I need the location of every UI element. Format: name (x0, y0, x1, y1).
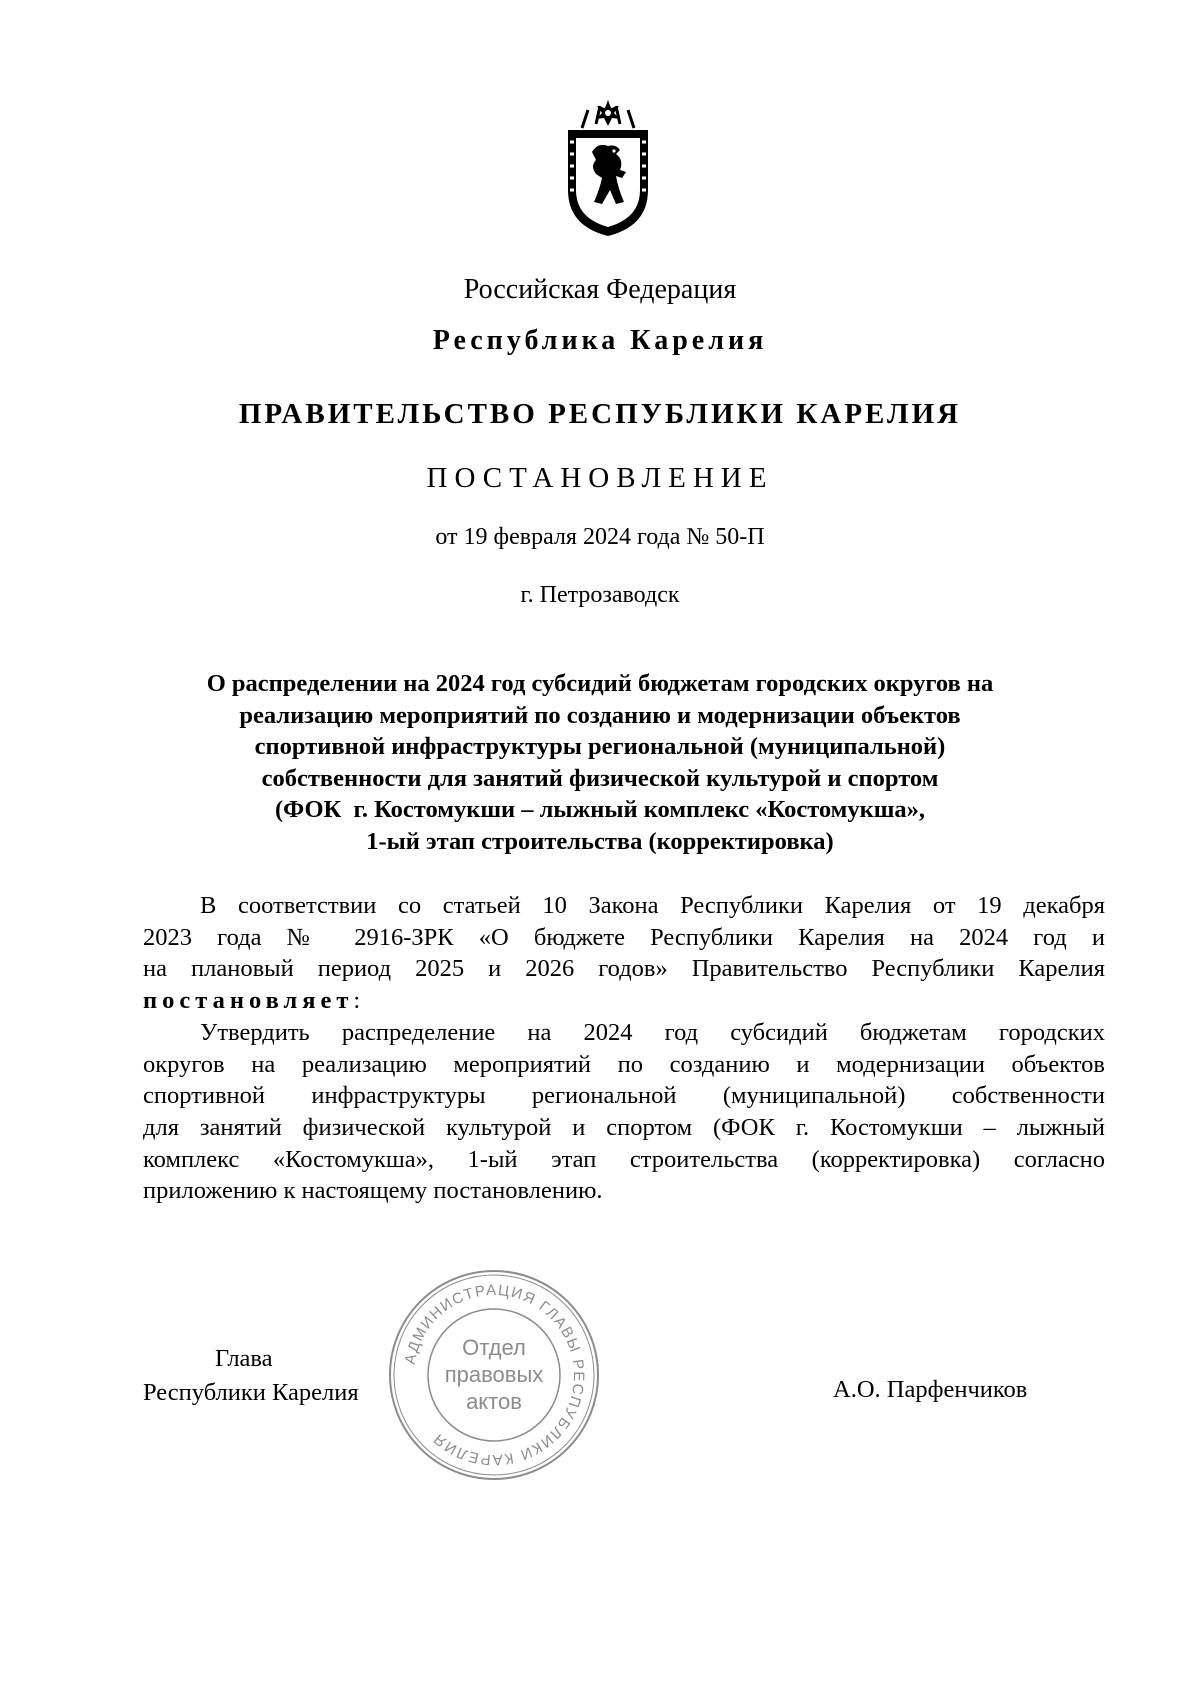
government-name: ПРАВИТЕЛЬСТВО РЕСПУБЛИКИ КАРЕЛИЯ (238, 398, 962, 430)
document-type: ПОСТАНОВЛЕНИЕ (426, 462, 774, 494)
body-line: для занятий физической культурой и спортом (ФОК г. Костомукши – лыжный (143, 1113, 1105, 1141)
republic-name: Республика Карелия (432, 325, 768, 356)
karelia-coat-of-arms-icon (562, 98, 654, 238)
decree-line (143, 985, 1105, 1017)
signatory-position (143, 1342, 359, 1410)
signatory-name: А.О. Парфенчиков (833, 1376, 1028, 1403)
stamp-center-line: правовых (444, 1362, 544, 1387)
document-date-number: от 19 февраля 2024 года № 50-П (435, 524, 765, 550)
stamp-center-line: актов (466, 1389, 522, 1414)
body-line: спортивной инфраструктуры региональной (муниципальной) собственности (143, 1082, 1105, 1110)
body-line: 2023 года № 2916-ЗРК «О бюджете Республики Карелия на 2024 год и (143, 923, 1105, 951)
title-line: 1-ый этап строительства (корректировка) (366, 827, 834, 855)
title-line: (ФОК г. Костомукши – лыжный комплекс «Костомукша», (274, 796, 926, 824)
stamp-ring-text: АДМИНИСТРАЦИЯ ГЛАВЫ РЕСПУБЛИКИ КАРЕЛИЯ (401, 1281, 588, 1469)
country-name: Российская Федерация (463, 274, 737, 305)
title-line: спортивной инфраструктуры региональной (муниципальной) (254, 733, 946, 761)
body-line: Утвердить распределение на 2024 год субсидий бюджетам городских (200, 1018, 1105, 1046)
stamp-center-line: Отдел (462, 1335, 526, 1360)
body-line: округов на реализацию мероприятий по созданию и модернизации объектов (143, 1050, 1105, 1078)
body-line: комплекс «Костомукша», 1-ый этап строительства (корректировка) согласно (143, 1145, 1105, 1173)
position-line: Глава (215, 1345, 273, 1372)
decree-word: постановляет (143, 987, 354, 1015)
title-line: О распределении на 2024 год субсидий бюджетам городских округов на (206, 670, 994, 697)
title-line: собственности для занятий физической культурой и спортом (261, 764, 939, 792)
body-line: В соответствии со статьей 10 Закона Республики Карелия от 19 декабря (200, 892, 1105, 919)
document-title (150, 668, 1050, 858)
document-city: г. Петрозаводск (520, 582, 680, 608)
position-line: Республики Карелия (143, 1379, 359, 1406)
official-stamp (384, 1265, 604, 1485)
body-line: приложению к настоящему постановлению. (143, 1177, 603, 1205)
title-line: реализацию мероприятий по созданию и модернизации объектов (239, 701, 961, 729)
decree-colon: : (353, 987, 361, 1015)
document-body (143, 890, 1105, 1207)
body-line: на плановый период 2025 и 2026 годов» Правительство Республики Карелия (143, 955, 1105, 983)
